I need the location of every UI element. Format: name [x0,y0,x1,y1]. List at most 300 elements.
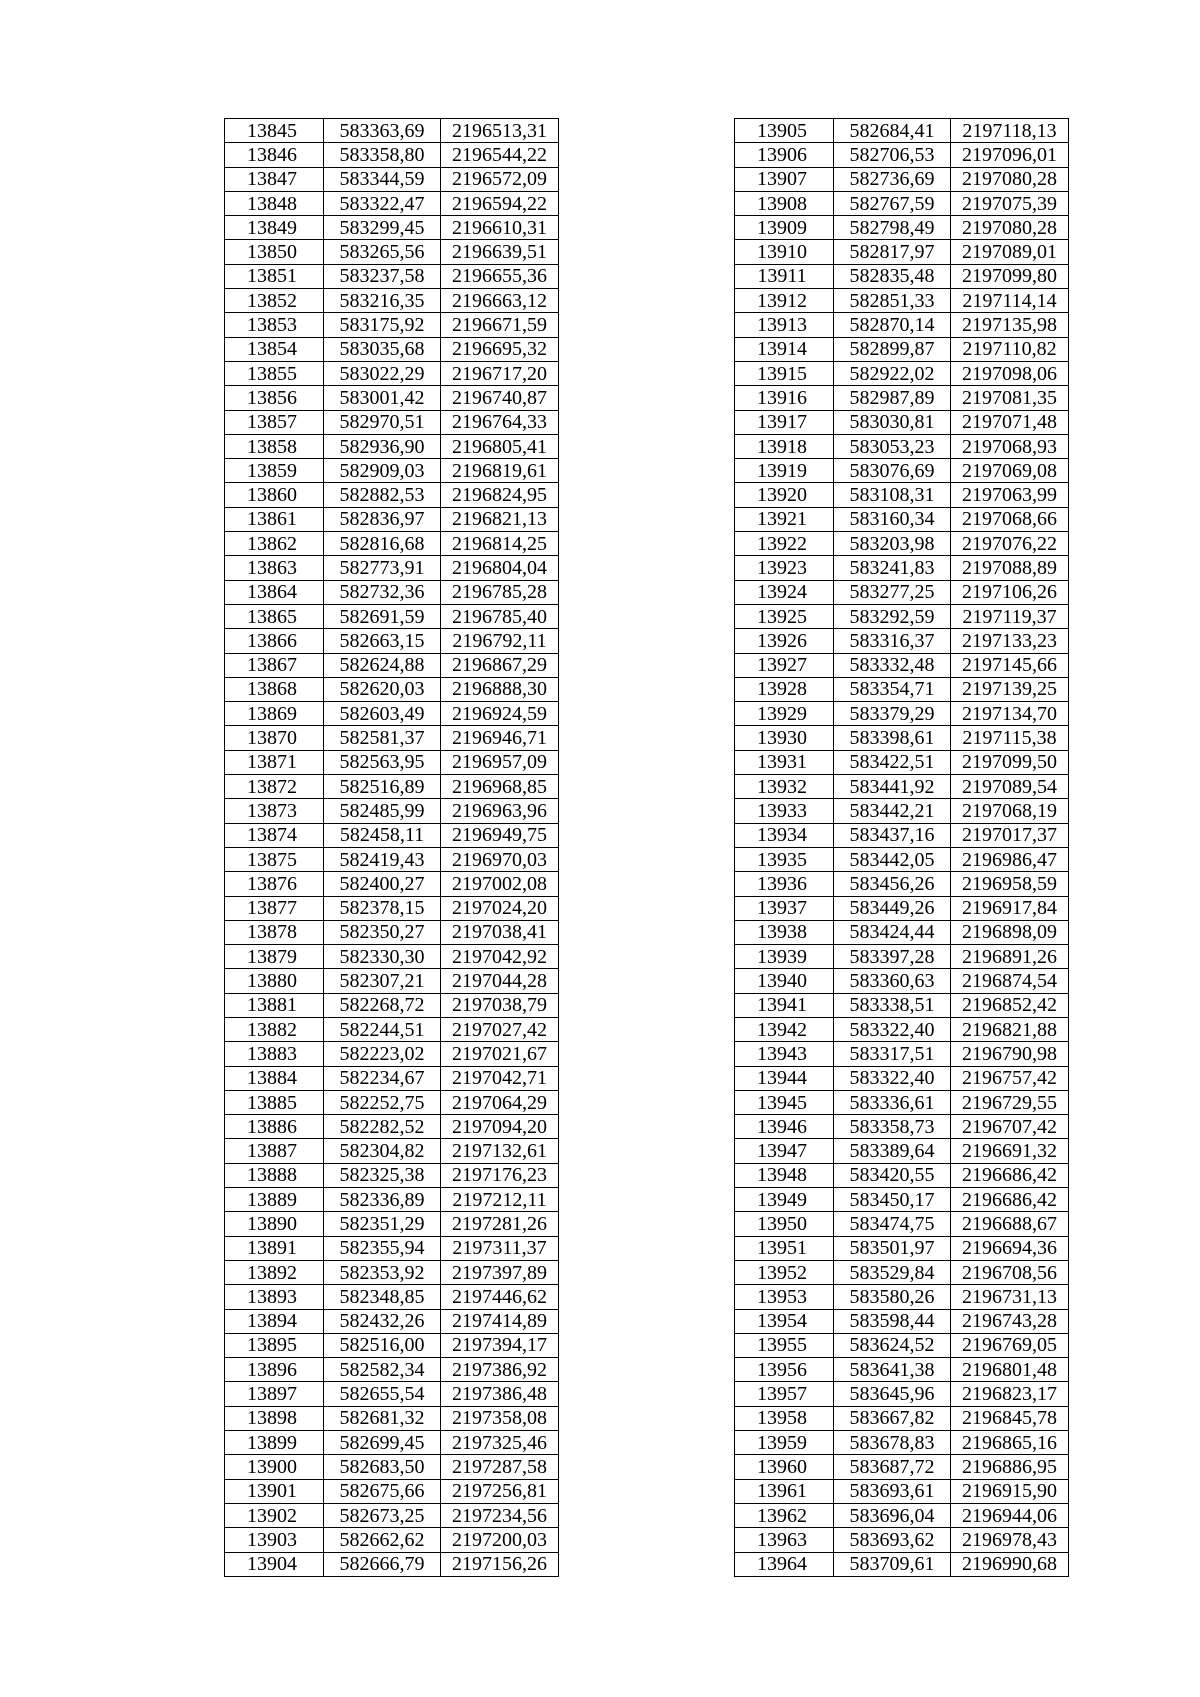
table-row [735,580,1069,604]
point-number-cell: 13883 [225,1042,324,1066]
x-coordinate-cell: 582706,53 [834,143,951,167]
y-coordinate-cell: 2197256,81 [441,1479,559,1503]
table-row [225,264,559,288]
y-coordinate-cell: 2197119,37 [951,604,1069,628]
point-number-cell: 13890 [225,1212,324,1236]
x-coordinate-cell: 583332,48 [834,653,951,677]
table-row [225,167,559,191]
x-coordinate-cell: 583363,69 [324,119,441,143]
table-row [225,1017,559,1041]
table-row [225,653,559,677]
y-coordinate-cell: 2196717,20 [441,361,559,385]
table-row [225,1236,559,1260]
x-coordinate-cell: 582681,32 [324,1406,441,1430]
y-coordinate-cell: 2196792,11 [441,629,559,653]
y-coordinate-cell: 2197139,25 [951,677,1069,701]
point-number-cell: 13917 [735,410,834,434]
point-number-cell: 13960 [735,1455,834,1479]
y-coordinate-cell: 2196944,06 [951,1503,1069,1527]
x-coordinate-cell: 583693,62 [834,1528,951,1552]
table-row [735,1552,1069,1576]
point-number-cell: 13932 [735,775,834,799]
table-row [735,1479,1069,1503]
point-number-cell: 13931 [735,750,834,774]
y-coordinate-cell: 2197234,56 [441,1503,559,1527]
y-coordinate-cell: 2197089,54 [951,775,1069,799]
table-row [225,1479,559,1503]
table-row [225,993,559,1017]
point-number-cell: 13941 [735,993,834,1017]
table-row [225,1260,559,1284]
y-coordinate-cell: 2197098,06 [951,361,1069,385]
table-row [225,775,559,799]
table-row [225,823,559,847]
y-coordinate-cell: 2197386,92 [441,1358,559,1382]
y-coordinate-cell: 2197096,01 [951,143,1069,167]
table-row [735,1042,1069,1066]
point-number-cell: 13902 [225,1503,324,1527]
point-number-cell: 13953 [735,1285,834,1309]
point-number-cell: 13925 [735,604,834,628]
x-coordinate-cell: 583422,51 [834,750,951,774]
x-coordinate-cell: 583667,82 [834,1406,951,1430]
table-row [225,1042,559,1066]
x-coordinate-cell: 582663,15 [324,629,441,653]
x-coordinate-cell: 582516,00 [324,1333,441,1357]
table-row [735,289,1069,313]
point-number-cell: 13860 [225,483,324,507]
point-number-cell: 13852 [225,289,324,313]
y-coordinate-cell: 2197068,19 [951,799,1069,823]
x-coordinate-cell: 582336,89 [324,1188,441,1212]
table-row [225,1552,559,1576]
table-row [735,507,1069,531]
y-coordinate-cell: 2197042,92 [441,945,559,969]
x-coordinate-cell: 583216,35 [324,289,441,313]
point-number-cell: 13946 [735,1115,834,1139]
y-coordinate-cell: 2196970,03 [441,847,559,871]
table-row [225,1503,559,1527]
y-coordinate-cell: 2197076,22 [951,532,1069,556]
table-row [735,1017,1069,1041]
x-coordinate-cell: 582836,97 [324,507,441,531]
x-coordinate-cell: 582870,14 [834,313,951,337]
y-coordinate-cell: 2196544,22 [441,143,559,167]
x-coordinate-cell: 582691,59 [324,604,441,628]
x-coordinate-cell: 582922,02 [834,361,951,385]
point-number-cell: 13950 [735,1212,834,1236]
x-coordinate-cell: 583022,29 [324,361,441,385]
x-coordinate-cell: 582432,26 [324,1309,441,1333]
point-number-cell: 13942 [735,1017,834,1041]
x-coordinate-cell: 582620,03 [324,677,441,701]
y-coordinate-cell: 2196769,05 [951,1333,1069,1357]
point-number-cell: 13908 [735,191,834,215]
x-coordinate-cell: 582330,30 [324,945,441,969]
table-row [735,119,1069,143]
y-coordinate-cell: 2196958,59 [951,872,1069,896]
table-row [735,1090,1069,1114]
table-row [225,240,559,264]
point-number-cell: 13900 [225,1455,324,1479]
y-coordinate-cell: 2196821,88 [951,1017,1069,1041]
x-coordinate-cell: 583265,56 [324,240,441,264]
x-coordinate-cell: 582348,85 [324,1285,441,1309]
x-coordinate-cell: 582350,27 [324,920,441,944]
y-coordinate-cell: 2196845,78 [951,1406,1069,1430]
x-coordinate-cell: 582673,25 [324,1503,441,1527]
y-coordinate-cell: 2197099,50 [951,750,1069,774]
y-coordinate-cell: 2197017,37 [951,823,1069,847]
table-row [225,847,559,871]
table-row [735,1115,1069,1139]
y-coordinate-cell: 2197118,13 [951,119,1069,143]
point-number-cell: 13938 [735,920,834,944]
x-coordinate-cell: 582851,33 [834,289,951,313]
point-number-cell: 13895 [225,1333,324,1357]
y-coordinate-cell: 2197068,66 [951,507,1069,531]
point-number-cell: 13919 [735,459,834,483]
point-number-cell: 13924 [735,580,834,604]
table-row [225,459,559,483]
table-row [735,945,1069,969]
x-coordinate-cell: 582353,92 [324,1260,441,1284]
x-coordinate-cell: 583456,26 [834,872,951,896]
x-coordinate-cell: 583203,98 [834,532,951,556]
y-coordinate-cell: 2197134,70 [951,702,1069,726]
point-number-cell: 13851 [225,264,324,288]
x-coordinate-cell: 582252,75 [324,1090,441,1114]
x-coordinate-cell: 582683,50 [324,1455,441,1479]
x-coordinate-cell: 583277,25 [834,580,951,604]
y-coordinate-cell: 2196915,90 [951,1479,1069,1503]
y-coordinate-cell: 2197110,82 [951,337,1069,361]
y-coordinate-cell: 2196886,95 [951,1455,1069,1479]
point-number-cell: 13939 [735,945,834,969]
table-row [735,1188,1069,1212]
x-coordinate-cell: 582909,03 [324,459,441,483]
point-number-cell: 13855 [225,361,324,385]
x-coordinate-cell: 582666,79 [324,1552,441,1576]
point-number-cell: 13850 [225,240,324,264]
x-coordinate-cell: 582936,90 [324,434,441,458]
table-row [735,1503,1069,1527]
y-coordinate-cell: 2197064,29 [441,1090,559,1114]
y-coordinate-cell: 2196740,87 [441,386,559,410]
x-coordinate-cell: 583450,17 [834,1188,951,1212]
point-number-cell: 13872 [225,775,324,799]
table-row [735,167,1069,191]
point-number-cell: 13916 [735,386,834,410]
y-coordinate-cell: 2197063,99 [951,483,1069,507]
x-coordinate-cell: 583001,42 [324,386,441,410]
point-number-cell: 13959 [735,1431,834,1455]
coordinates-table-left [224,118,559,1577]
point-number-cell: 13864 [225,580,324,604]
point-number-cell: 13955 [735,1333,834,1357]
x-coordinate-cell: 583322,47 [324,191,441,215]
table-row [735,240,1069,264]
table-row [225,799,559,823]
y-coordinate-cell: 2196949,75 [441,823,559,847]
y-coordinate-cell: 2196963,96 [441,799,559,823]
y-coordinate-cell: 2197397,89 [441,1260,559,1284]
x-coordinate-cell: 582699,45 [324,1431,441,1455]
table-row [225,313,559,337]
point-number-cell: 13952 [735,1260,834,1284]
y-coordinate-cell: 2196691,32 [951,1139,1069,1163]
y-coordinate-cell: 2196707,42 [951,1115,1069,1139]
x-coordinate-cell: 583354,71 [834,677,951,701]
table-row [225,1431,559,1455]
table-body [735,119,1069,1577]
x-coordinate-cell: 582684,41 [834,119,951,143]
point-number-cell: 13956 [735,1358,834,1382]
x-coordinate-cell: 583624,52 [834,1333,951,1357]
table-row [735,1333,1069,1357]
table-row [225,434,559,458]
y-coordinate-cell: 2196708,56 [951,1260,1069,1284]
x-coordinate-cell: 583441,92 [834,775,951,799]
point-number-cell: 13964 [735,1552,834,1576]
x-coordinate-cell: 582816,68 [324,532,441,556]
x-coordinate-cell: 583299,45 [324,216,441,240]
point-number-cell: 13892 [225,1260,324,1284]
point-number-cell: 13862 [225,532,324,556]
point-number-cell: 13880 [225,969,324,993]
y-coordinate-cell: 2196804,04 [441,556,559,580]
point-number-cell: 13909 [735,216,834,240]
x-coordinate-cell: 583641,38 [834,1358,951,1382]
table-row [735,1455,1069,1479]
y-coordinate-cell: 2196865,16 [951,1431,1069,1455]
y-coordinate-cell: 2196729,55 [951,1090,1069,1114]
point-number-cell: 13888 [225,1163,324,1187]
y-coordinate-cell: 2197287,58 [441,1455,559,1479]
x-coordinate-cell: 583322,40 [834,1017,951,1041]
point-number-cell: 13903 [225,1528,324,1552]
point-number-cell: 13878 [225,920,324,944]
point-number-cell: 13896 [225,1358,324,1382]
point-number-cell: 13846 [225,143,324,167]
table-row [225,507,559,531]
y-coordinate-cell: 2197156,26 [441,1552,559,1576]
y-coordinate-cell: 2196917,84 [951,896,1069,920]
point-number-cell: 13901 [225,1479,324,1503]
table-row [735,1382,1069,1406]
table-row [225,1358,559,1382]
y-coordinate-cell: 2197081,35 [951,386,1069,410]
table-row [735,920,1069,944]
point-number-cell: 13854 [225,337,324,361]
x-coordinate-cell: 583316,37 [834,629,951,653]
point-number-cell: 13856 [225,386,324,410]
y-coordinate-cell: 2196695,32 [441,337,559,361]
point-number-cell: 13936 [735,872,834,896]
x-coordinate-cell: 583053,23 [834,434,951,458]
table-row [735,532,1069,556]
x-coordinate-cell: 583501,97 [834,1236,951,1260]
y-coordinate-cell: 2197021,67 [441,1042,559,1066]
y-coordinate-cell: 2196986,47 [951,847,1069,871]
x-coordinate-cell: 583645,96 [834,1382,951,1406]
y-coordinate-cell: 2197281,26 [441,1212,559,1236]
table-row [225,386,559,410]
point-number-cell: 13918 [735,434,834,458]
x-coordinate-cell: 582817,97 [834,240,951,264]
y-coordinate-cell: 2196731,13 [951,1285,1069,1309]
point-number-cell: 13857 [225,410,324,434]
y-coordinate-cell: 2197115,38 [951,726,1069,750]
point-number-cell: 13876 [225,872,324,896]
table-row [735,1066,1069,1090]
x-coordinate-cell: 583358,80 [324,143,441,167]
y-coordinate-cell: 2197114,14 [951,289,1069,313]
y-coordinate-cell: 2197176,23 [441,1163,559,1187]
x-coordinate-cell: 582307,21 [324,969,441,993]
table-row [735,653,1069,677]
y-coordinate-cell: 2197094,20 [441,1115,559,1139]
table-row [225,920,559,944]
x-coordinate-cell: 582882,53 [324,483,441,507]
y-coordinate-cell: 2196891,26 [951,945,1069,969]
x-coordinate-cell: 583389,64 [834,1139,951,1163]
table-row [735,313,1069,337]
point-number-cell: 13899 [225,1431,324,1455]
y-coordinate-cell: 2196823,17 [951,1382,1069,1406]
y-coordinate-cell: 2197038,79 [441,993,559,1017]
y-coordinate-cell: 2197394,17 [441,1333,559,1357]
x-coordinate-cell: 583424,44 [834,920,951,944]
table-row [225,629,559,653]
y-coordinate-cell: 2196968,85 [441,775,559,799]
y-coordinate-cell: 2197132,61 [441,1139,559,1163]
x-coordinate-cell: 583035,68 [324,337,441,361]
x-coordinate-cell: 582419,43 [324,847,441,871]
table-row [735,264,1069,288]
table-row [735,1358,1069,1382]
point-number-cell: 13914 [735,337,834,361]
x-coordinate-cell: 583344,59 [324,167,441,191]
x-coordinate-cell: 582325,38 [324,1163,441,1187]
table-row [225,580,559,604]
point-number-cell: 13958 [735,1406,834,1430]
x-coordinate-cell: 582603,49 [324,702,441,726]
y-coordinate-cell: 2197446,62 [441,1285,559,1309]
y-coordinate-cell: 2196888,30 [441,677,559,701]
table-row [735,750,1069,774]
table-row [735,726,1069,750]
table-row [735,1163,1069,1187]
x-coordinate-cell: 582234,67 [324,1066,441,1090]
point-number-cell: 13937 [735,896,834,920]
table-row [735,337,1069,361]
x-coordinate-cell: 582798,49 [834,216,951,240]
y-coordinate-cell: 2196978,43 [951,1528,1069,1552]
table-row [225,556,559,580]
point-number-cell: 13867 [225,653,324,677]
point-number-cell: 13861 [225,507,324,531]
y-coordinate-cell: 2196924,59 [441,702,559,726]
point-number-cell: 13853 [225,313,324,337]
y-coordinate-cell: 2196874,54 [951,969,1069,993]
x-coordinate-cell: 583693,61 [834,1479,951,1503]
table-row [735,604,1069,628]
table-row [735,847,1069,871]
point-number-cell: 13948 [735,1163,834,1187]
x-coordinate-cell: 583241,83 [834,556,951,580]
table-row [735,823,1069,847]
x-coordinate-cell: 582400,27 [324,872,441,896]
y-coordinate-cell: 2196743,28 [951,1309,1069,1333]
x-coordinate-cell: 582282,52 [324,1115,441,1139]
point-number-cell: 13907 [735,167,834,191]
y-coordinate-cell: 2196655,36 [441,264,559,288]
point-number-cell: 13934 [735,823,834,847]
point-number-cell: 13879 [225,945,324,969]
table-row [735,556,1069,580]
table-row [225,143,559,167]
point-number-cell: 13863 [225,556,324,580]
y-coordinate-cell: 2196801,48 [951,1358,1069,1382]
y-coordinate-cell: 2196686,42 [951,1163,1069,1187]
x-coordinate-cell: 582987,89 [834,386,951,410]
point-number-cell: 13859 [225,459,324,483]
y-coordinate-cell: 2196819,61 [441,459,559,483]
y-coordinate-cell: 2196957,09 [441,750,559,774]
point-number-cell: 13930 [735,726,834,750]
y-coordinate-cell: 2196513,31 [441,119,559,143]
point-number-cell: 13906 [735,143,834,167]
point-number-cell: 13904 [225,1552,324,1576]
y-coordinate-cell: 2197135,98 [951,313,1069,337]
y-coordinate-cell: 2197027,42 [441,1017,559,1041]
x-coordinate-cell: 583160,34 [834,507,951,531]
table-row [225,337,559,361]
table-row [225,872,559,896]
x-coordinate-cell: 583108,31 [834,483,951,507]
point-number-cell: 13962 [735,1503,834,1527]
y-coordinate-cell: 2197080,28 [951,167,1069,191]
x-coordinate-cell: 582458,11 [324,823,441,847]
x-coordinate-cell: 583449,26 [834,896,951,920]
x-coordinate-cell: 582732,36 [324,580,441,604]
table-row [735,361,1069,385]
point-number-cell: 13961 [735,1479,834,1503]
y-coordinate-cell: 2197042,71 [441,1066,559,1090]
point-number-cell: 13951 [735,1236,834,1260]
x-coordinate-cell: 582655,54 [324,1382,441,1406]
table-row [735,799,1069,823]
x-coordinate-cell: 582351,29 [324,1212,441,1236]
y-coordinate-cell: 2197038,41 [441,920,559,944]
x-coordinate-cell: 583076,69 [834,459,951,483]
point-number-cell: 13894 [225,1309,324,1333]
table-row [225,969,559,993]
y-coordinate-cell: 2196757,42 [951,1066,1069,1090]
point-number-cell: 13871 [225,750,324,774]
y-coordinate-cell: 2197325,46 [441,1431,559,1455]
table-row [225,1285,559,1309]
y-coordinate-cell: 2196572,09 [441,167,559,191]
x-coordinate-cell: 583709,61 [834,1552,951,1576]
point-number-cell: 13949 [735,1188,834,1212]
point-number-cell: 13922 [735,532,834,556]
x-coordinate-cell: 582675,66 [324,1479,441,1503]
point-number-cell: 13885 [225,1090,324,1114]
point-number-cell: 13874 [225,823,324,847]
x-coordinate-cell: 582773,91 [324,556,441,580]
